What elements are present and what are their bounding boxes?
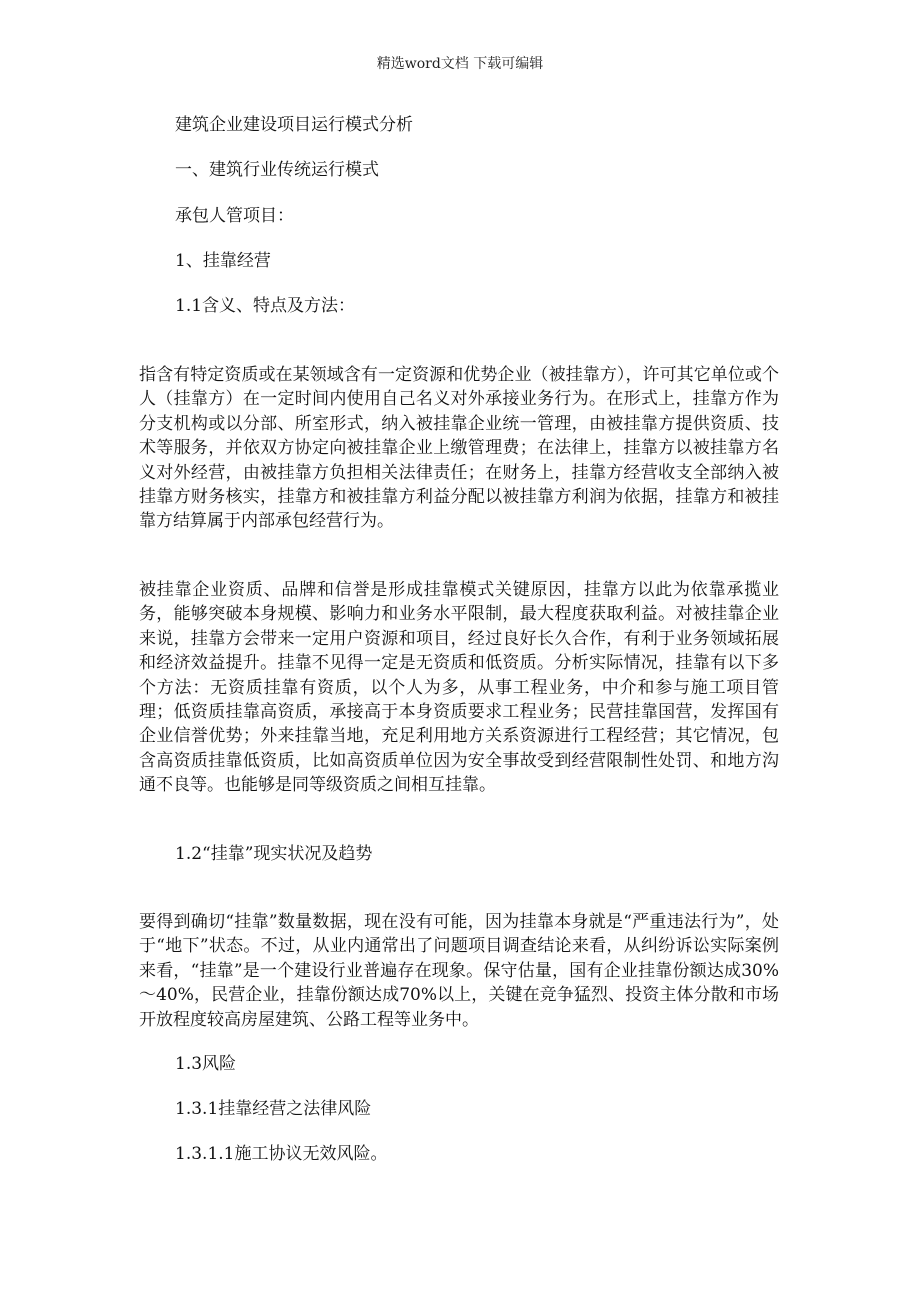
item-heading: 1.1含义、特点及方法： [175, 296, 356, 316]
section-heading: 一、建筑行业传统运行模式 [175, 160, 379, 180]
paragraph: 被挂靠企业资质、品牌和信誉是形成挂靠模式关键原因，挂靠方以此为依靠承揽业务，能够突破本身规模、影响力和业务水平限制，最大程度获取利益。对被挂靠企业来说，挂靠方会带来一定用户资源和项目，经过良好长久合作，有利于业务领域拓展和经济效益提升。挂靠不见得一定是无资质和低资质。分析实际情况，挂靠有以下多个方法：无资质挂靠有资质，以个人为多，从事工程业务，中介和参与施工项目管理；低资质挂靠高资质，承接高于本身资质要求工程业务；民营挂靠国营，发挥国有企业信誉优势；外来挂靠当地，充足利用地方关系资源进行工程经营；其它情况，包含高资质挂靠低资质，比如高资质单位因为安全事故受到经营限制性处罚、和地方沟通不良等。也能够是同等级资质之间相互挂靠。 [139, 580, 779, 796]
item-heading: 1.2“挂靠”现实状况及趋势 [175, 844, 373, 864]
page-header: 精选word文档 下载可编辑 [376, 56, 544, 72]
item-heading: 1.3.1挂靠经营之法律风险 [175, 1099, 372, 1119]
item-heading: 1、挂靠经营 [175, 251, 271, 271]
paragraph: 要得到确切“挂靠”数量数据，现在没有可能，因为挂靠本身就是“严重违法行为”，处于“地下”状态。不过，从业内通常出了问题项目调查结论来看，从纠纷诉讼实际案例来看，“挂靠”是一个建设行业普遍存在现象。保守估量，国有企业挂靠份额达成30%～40%，民营企业，挂靠份额达成70%以上，关键在竞争猛烈、投资主体分散和市场开放程度较高房屋建筑、公路工程等业务中。 [139, 912, 779, 1030]
paragraph: 指含有特定资质或在某领域含有一定资源和优势企业（被挂靠方），许可其它单位或个人（挂靠方）在一定时间内使用自己名义对外承接业务行为。在形式上，挂靠方作为分支机构或以分部、所室形式，纳入被挂靠企业统一管理，由被挂靠方提供资质、技术等服务，并依双方协定向被挂靠企业上缴管理费；在法律上，挂靠方以被挂靠方名义对外经营，由被挂靠方负担相关法律责任；在财务上，挂靠方经营收支全部纳入被挂靠方财务核实，挂靠方和被挂靠方利益分配以被挂靠方利润为依据，挂靠方和被挂靠方结算属于内部承包经营行为。 [139, 365, 779, 532]
item-heading: 1.3.1.1施工协议无效风险。 [175, 1144, 388, 1164]
document-title: 建筑企业建设项目运行模式分析 [175, 115, 413, 135]
subsection-heading: 承包人管项目： [175, 206, 294, 226]
item-heading: 1.3风险 [175, 1054, 237, 1074]
